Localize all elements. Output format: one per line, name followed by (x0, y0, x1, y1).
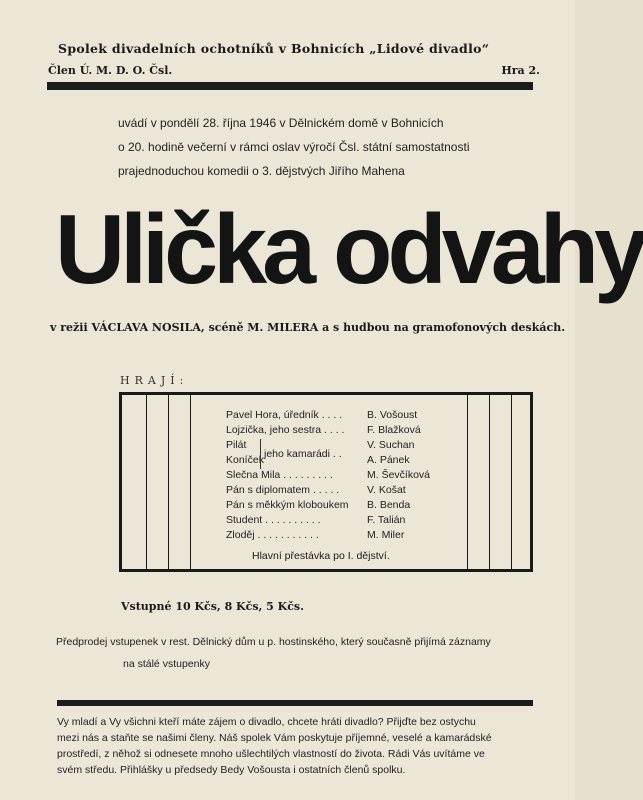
cast-role: Pán s diplomatem . . . . . (226, 484, 340, 496)
cast-actor: F. Talián (367, 514, 406, 526)
intermission-note: Hlavní přestávka po I. dějství. (252, 550, 390, 562)
cast-role: Lojzička, jeho sestra . . . . (226, 424, 345, 436)
left-rule-3 (190, 395, 191, 569)
presale-line-2: na stálé vstupenky (123, 658, 210, 670)
intro-line-3: prajednoduchou komedii o 3. dějstvých Jiřího Mahena (118, 164, 405, 178)
cast-group-label: jeho kamarádi . . (260, 439, 342, 469)
ticket-prices: Vstupné 10 Kčs, 8 Kčs, 5 Kčs. (121, 600, 304, 613)
footer-line-3: prostředí, z něhož si odnesete mnoho ušlechtilých vlastností do života. Rádi Vás uvítáme ve (57, 748, 485, 760)
presale-line-1: Předprodej vstupenek v rest. Dělnický dům u p. hostinského, který současně přijímá záznamy (56, 636, 491, 648)
cast-actor: M. Ševčíková (367, 469, 431, 481)
cast-heading: HRAJÍ: (120, 374, 189, 387)
cast-role: Pavel Hora, úředník . . . . (226, 409, 343, 421)
cast-actor: V. Suchan (367, 439, 415, 451)
top-divider (47, 82, 533, 90)
footer-line-2: mezi nás a staňte se našimi členy. Náš spolek Vám poskytuje příjemné, veselé a kamarádské (57, 732, 492, 744)
play-title: Ulička odvahy (55, 194, 643, 304)
left-rule-2 (168, 395, 169, 569)
cast-role: Pán s měkkým kloboukem (226, 499, 349, 511)
society-name: Spolek divadelních ochotníků v Bohnicích „Lidové divadlo“ (58, 41, 490, 56)
right-rule-1 (467, 395, 468, 569)
cast-role: Koníček (226, 454, 264, 466)
cast-actor: B. Vošoust (367, 409, 418, 421)
intro-line-1: uvádí v pondělí 28. října 1946 v Dělnickém domě v Bohnicích (118, 116, 444, 130)
cast-actor: F. Blažková (367, 424, 421, 436)
intro-line-2: o 20. hodině večerní v rámci oslav výročí Čsl. státní samostatnosti (118, 140, 470, 154)
membership-line: Člen Ú. M. D. O. Čsl. (48, 64, 173, 77)
cast-actor: M. Miler (367, 529, 405, 541)
right-rule-3 (511, 395, 512, 569)
cast-role: Slečna Mila . . . . . . . . . (226, 469, 333, 481)
cast-role: Student . . . . . . . . . . (226, 514, 321, 526)
cast-actor: B. Benda (367, 499, 411, 511)
footer-line-1: Vy mladí a Vy všichni kteří máte zájem o divadlo, chcete hráti divadlo? Přijďte bez ostychu (57, 716, 476, 728)
right-rule-2 (489, 395, 490, 569)
bottom-divider (57, 700, 533, 706)
cast-role: Pilát (226, 439, 247, 451)
cast-role: Zloděj . . . . . . . . . . . (226, 529, 319, 541)
cast-actor: V. Košat (367, 484, 406, 496)
production-credits: v režii VÁCLAVA NOSILA, scéně M. MILERA a s hudbou na gramofonových deskách. (50, 321, 566, 334)
left-rule-1 (146, 395, 147, 569)
play-number: Hra 2. (501, 64, 540, 77)
footer-line-4: svém středu. Přihlášky u předsedy Bedy Vošousta i ostatních členů spolku. (57, 764, 406, 776)
cast-actor: A. Pánek (367, 454, 410, 466)
cast-box (119, 392, 533, 572)
